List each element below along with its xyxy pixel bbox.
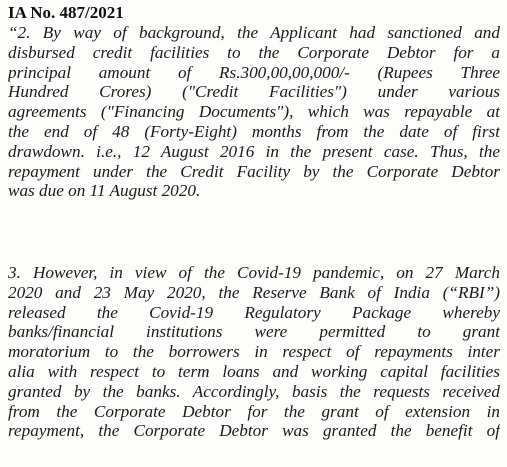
paragraph-line: moratorium to the borrowers in respect of repayments inter	[8, 342, 500, 362]
paragraph-line: banks/financial institutions were permitted to grant	[8, 322, 500, 342]
paragraph-line: agreements ("Financing Documents"), which was repayable at	[8, 102, 500, 122]
paragraph-line: 3. However, in view of the Covid-19 pandemic, on 27 March	[8, 263, 500, 282]
paragraph-2	[8, 23, 500, 201]
paragraph-line: repayment, the Corporate Debtor was granted the benefit of	[8, 421, 500, 441]
case-number-heading: IA No. 487/2021	[8, 3, 124, 22]
paragraph-line: “2. By way of background, the Applicant had sanctioned and	[8, 23, 500, 42]
paragraph-line: granted by the banks. Accordingly, basis the requests received	[8, 381, 500, 401]
paragraph-line: drawdown. i.e., 12 August 2016 in the present case. Thus, the	[8, 141, 500, 161]
paragraph-line: repayment under the Credit Facility by the Corporate Debtor	[8, 161, 500, 181]
paragraph-line: released the Covid-19 Regulatory Package whereby	[8, 302, 500, 322]
paragraph-line: Hundred Crores) ("Credit Facilities") under various	[8, 82, 500, 102]
paragraph-line: 2020 and 23 May 2020, the Reserve Bank of India (“RBI”)	[8, 282, 500, 302]
paragraph-3	[8, 263, 500, 441]
paragraph-line: was due on 11 August 2020.	[8, 181, 201, 201]
paragraph-line: disbursed credit facilities to the Corporate Debtor for a	[8, 42, 500, 62]
paragraph-line: principal amount of Rs.300,00,00,000/- (Rupees Three	[8, 62, 500, 82]
paragraph-line: alia with respect to term loans and working capital facilities	[8, 361, 500, 381]
paragraph-line: the end of 48 (Forty-Eight) months from the date of first	[8, 121, 500, 141]
paragraph-line: from the Corporate Debtor for the grant of extension in	[8, 401, 500, 421]
